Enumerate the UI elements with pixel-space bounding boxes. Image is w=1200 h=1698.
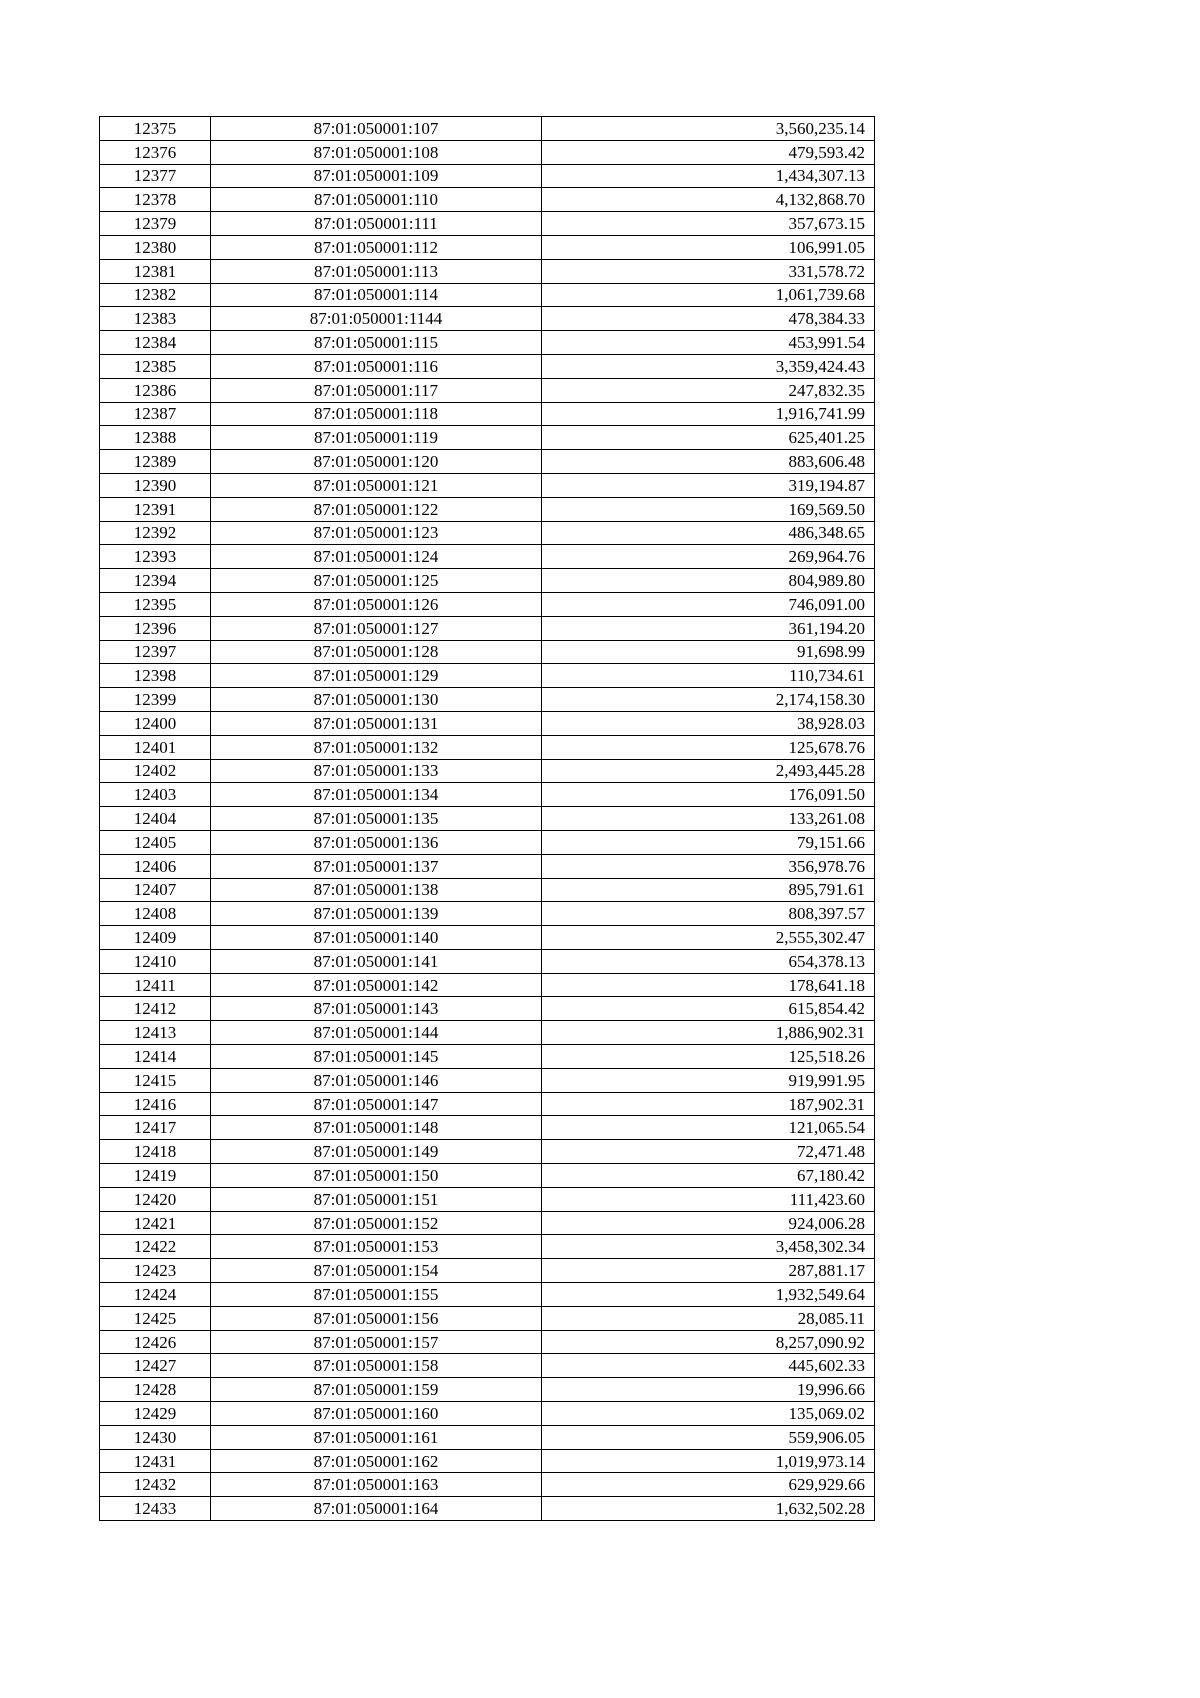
cadastral-number: 87:01:050001:148	[211, 1116, 542, 1140]
cadastral-number: 87:01:050001:128	[211, 640, 542, 664]
row-number: 12379	[100, 212, 211, 236]
cadastral-number: 87:01:050001:158	[211, 1354, 542, 1378]
cadastral-value: 445,602.33	[542, 1354, 875, 1378]
table-row	[100, 592, 875, 616]
row-number: 12399	[100, 688, 211, 712]
cadastral-value: 319,194.87	[542, 473, 875, 497]
row-number: 12382	[100, 283, 211, 307]
cadastral-number: 87:01:050001:152	[211, 1211, 542, 1235]
row-number: 12409	[100, 926, 211, 950]
cadastral-value: 3,458,302.34	[542, 1235, 875, 1259]
cadastral-value: 269,964.76	[542, 545, 875, 569]
cadastral-value: 357,673.15	[542, 212, 875, 236]
cadastral-number: 87:01:050001:134	[211, 783, 542, 807]
cadastral-number: 87:01:050001:130	[211, 688, 542, 712]
cadastral-number: 87:01:050001:142	[211, 973, 542, 997]
cadastral-value: 1,434,307.13	[542, 164, 875, 188]
cadastral-number: 87:01:050001:120	[211, 450, 542, 474]
cadastral-value: 361,194.20	[542, 616, 875, 640]
table-row	[100, 1306, 875, 1330]
table-row	[100, 878, 875, 902]
cadastral-value: 1,019,973.14	[542, 1449, 875, 1473]
row-number: 12376	[100, 140, 211, 164]
cadastral-value: 1,886,902.31	[542, 1021, 875, 1045]
table-row	[100, 259, 875, 283]
table-row	[100, 402, 875, 426]
table-row	[100, 1473, 875, 1497]
table-row	[100, 354, 875, 378]
table-row	[100, 640, 875, 664]
row-number: 12380	[100, 235, 211, 259]
cadastral-number: 87:01:050001:146	[211, 1068, 542, 1092]
cadastral-number: 87:01:050001:112	[211, 235, 542, 259]
cadastral-value: 91,698.99	[542, 640, 875, 664]
cadastral-number: 87:01:050001:164	[211, 1497, 542, 1521]
cadastral-value: 169,569.50	[542, 497, 875, 521]
cadastral-value: 125,678.76	[542, 735, 875, 759]
cadastral-table	[99, 116, 875, 1521]
cadastral-value: 121,065.54	[542, 1116, 875, 1140]
row-number: 12431	[100, 1449, 211, 1473]
cadastral-number: 87:01:050001:151	[211, 1187, 542, 1211]
row-number: 12383	[100, 307, 211, 331]
cadastral-number: 87:01:050001:140	[211, 926, 542, 950]
cadastral-number: 87:01:050001:154	[211, 1259, 542, 1283]
cadastral-number: 87:01:050001:119	[211, 426, 542, 450]
table-row	[100, 283, 875, 307]
cadastral-number: 87:01:050001:124	[211, 545, 542, 569]
cadastral-value: 38,928.03	[542, 711, 875, 735]
cadastral-value: 629,929.66	[542, 1473, 875, 1497]
table-row	[100, 1068, 875, 1092]
table-row	[100, 735, 875, 759]
cadastral-number: 87:01:050001:155	[211, 1283, 542, 1307]
row-number: 12401	[100, 735, 211, 759]
table-row	[100, 830, 875, 854]
row-number: 12422	[100, 1235, 211, 1259]
cadastral-value: 746,091.00	[542, 592, 875, 616]
cadastral-number: 87:01:050001:132	[211, 735, 542, 759]
cadastral-number: 87:01:050001:110	[211, 188, 542, 212]
row-number: 12393	[100, 545, 211, 569]
cadastral-number: 87:01:050001:121	[211, 473, 542, 497]
cadastral-value: 111,423.60	[542, 1187, 875, 1211]
cadastral-value: 19,996.66	[542, 1378, 875, 1402]
row-number: 12410	[100, 949, 211, 973]
cadastral-number: 87:01:050001:1144	[211, 307, 542, 331]
cadastral-number: 87:01:050001:162	[211, 1449, 542, 1473]
cadastral-value: 331,578.72	[542, 259, 875, 283]
table-row	[100, 473, 875, 497]
table-row	[100, 307, 875, 331]
table-row	[100, 1116, 875, 1140]
row-number: 12381	[100, 259, 211, 283]
cadastral-number: 87:01:050001:136	[211, 830, 542, 854]
row-number: 12400	[100, 711, 211, 735]
row-number: 12421	[100, 1211, 211, 1235]
cadastral-number: 87:01:050001:107	[211, 117, 542, 141]
row-number: 12398	[100, 664, 211, 688]
cadastral-value: 110,734.61	[542, 664, 875, 688]
row-number: 12397	[100, 640, 211, 664]
cadastral-number: 87:01:050001:145	[211, 1045, 542, 1069]
cadastral-value: 133,261.08	[542, 807, 875, 831]
row-number: 12395	[100, 592, 211, 616]
cadastral-number: 87:01:050001:150	[211, 1164, 542, 1188]
table-row	[100, 1235, 875, 1259]
row-number: 12417	[100, 1116, 211, 1140]
cadastral-number: 87:01:050001:129	[211, 664, 542, 688]
cadastral-value: 2,555,302.47	[542, 926, 875, 950]
row-number: 12416	[100, 1092, 211, 1116]
table-row	[100, 426, 875, 450]
row-number: 12415	[100, 1068, 211, 1092]
table-row	[100, 117, 875, 141]
row-number: 12419	[100, 1164, 211, 1188]
row-number: 12403	[100, 783, 211, 807]
table-row	[100, 854, 875, 878]
cadastral-value: 8,257,090.92	[542, 1330, 875, 1354]
cadastral-value: 486,348.65	[542, 521, 875, 545]
table-row	[100, 997, 875, 1021]
cadastral-value: 559,906.05	[542, 1425, 875, 1449]
cadastral-number: 87:01:050001:123	[211, 521, 542, 545]
table-row	[100, 973, 875, 997]
table-row	[100, 1449, 875, 1473]
table-row	[100, 1402, 875, 1426]
cadastral-number: 87:01:050001:160	[211, 1402, 542, 1426]
row-number: 12391	[100, 497, 211, 521]
table-row	[100, 949, 875, 973]
row-number: 12430	[100, 1425, 211, 1449]
cadastral-value: 3,560,235.14	[542, 117, 875, 141]
table-row	[100, 331, 875, 355]
row-number: 12426	[100, 1330, 211, 1354]
cadastral-value: 176,091.50	[542, 783, 875, 807]
row-number: 12429	[100, 1402, 211, 1426]
row-number: 12425	[100, 1306, 211, 1330]
cadastral-value: 2,493,445.28	[542, 759, 875, 783]
cadastral-number: 87:01:050001:117	[211, 378, 542, 402]
cadastral-number: 87:01:050001:137	[211, 854, 542, 878]
row-number: 12392	[100, 521, 211, 545]
row-number: 12396	[100, 616, 211, 640]
cadastral-value: 67,180.42	[542, 1164, 875, 1188]
cadastral-number: 87:01:050001:114	[211, 283, 542, 307]
row-number: 12375	[100, 117, 211, 141]
cadastral-value: 178,641.18	[542, 973, 875, 997]
cadastral-value: 808,397.57	[542, 902, 875, 926]
cadastral-number: 87:01:050001:143	[211, 997, 542, 1021]
row-number: 12384	[100, 331, 211, 355]
cadastral-number: 87:01:050001:159	[211, 1378, 542, 1402]
cadastral-number: 87:01:050001:122	[211, 497, 542, 521]
cadastral-value: 895,791.61	[542, 878, 875, 902]
cadastral-value: 919,991.95	[542, 1068, 875, 1092]
cadastral-number: 87:01:050001:131	[211, 711, 542, 735]
row-number: 12385	[100, 354, 211, 378]
row-number: 12387	[100, 402, 211, 426]
table-row	[100, 1140, 875, 1164]
row-number: 12418	[100, 1140, 211, 1164]
table-row	[100, 664, 875, 688]
cadastral-number: 87:01:050001:161	[211, 1425, 542, 1449]
cadastral-value: 453,991.54	[542, 331, 875, 355]
table-row	[100, 212, 875, 236]
table-row	[100, 521, 875, 545]
cadastral-number: 87:01:050001:127	[211, 616, 542, 640]
table-row	[100, 569, 875, 593]
cadastral-number: 87:01:050001:126	[211, 592, 542, 616]
table-body	[100, 117, 875, 1521]
cadastral-value: 1,916,741.99	[542, 402, 875, 426]
table-row	[100, 1425, 875, 1449]
table-row	[100, 1497, 875, 1521]
table-row	[100, 902, 875, 926]
row-number: 12420	[100, 1187, 211, 1211]
cadastral-value: 1,632,502.28	[542, 1497, 875, 1521]
cadastral-number: 87:01:050001:111	[211, 212, 542, 236]
table-row	[100, 807, 875, 831]
table-row	[100, 188, 875, 212]
cadastral-number: 87:01:050001:149	[211, 1140, 542, 1164]
table-row	[100, 1330, 875, 1354]
cadastral-number: 87:01:050001:153	[211, 1235, 542, 1259]
table-row	[100, 1187, 875, 1211]
cadastral-value: 1,061,739.68	[542, 283, 875, 307]
table-row	[100, 759, 875, 783]
table-row	[100, 1378, 875, 1402]
cadastral-number: 87:01:050001:125	[211, 569, 542, 593]
row-number: 12394	[100, 569, 211, 593]
cadastral-value: 479,593.42	[542, 140, 875, 164]
row-number: 12390	[100, 473, 211, 497]
table-row	[100, 545, 875, 569]
row-number: 12427	[100, 1354, 211, 1378]
cadastral-number: 87:01:050001:108	[211, 140, 542, 164]
cadastral-value: 2,174,158.30	[542, 688, 875, 712]
cadastral-value: 1,932,549.64	[542, 1283, 875, 1307]
cadastral-value: 4,132,868.70	[542, 188, 875, 212]
row-number: 12405	[100, 830, 211, 854]
cadastral-value: 135,069.02	[542, 1402, 875, 1426]
cadastral-number: 87:01:050001:109	[211, 164, 542, 188]
cadastral-value: 125,518.26	[542, 1045, 875, 1069]
table-row	[100, 1045, 875, 1069]
table-row	[100, 711, 875, 735]
row-number: 12414	[100, 1045, 211, 1069]
cadastral-value: 804,989.80	[542, 569, 875, 593]
row-number: 12432	[100, 1473, 211, 1497]
row-number: 12407	[100, 878, 211, 902]
row-number: 12412	[100, 997, 211, 1021]
cadastral-value: 478,384.33	[542, 307, 875, 331]
row-number: 12433	[100, 1497, 211, 1521]
row-number: 12388	[100, 426, 211, 450]
cadastral-value: 106,991.05	[542, 235, 875, 259]
table-row	[100, 497, 875, 521]
row-number: 12402	[100, 759, 211, 783]
cadastral-value: 356,978.76	[542, 854, 875, 878]
table-row	[100, 688, 875, 712]
cadastral-value: 615,854.42	[542, 997, 875, 1021]
cadastral-number: 87:01:050001:139	[211, 902, 542, 926]
cadastral-value: 72,471.48	[542, 1140, 875, 1164]
table-row	[100, 1354, 875, 1378]
table-row	[100, 235, 875, 259]
cadastral-value: 883,606.48	[542, 450, 875, 474]
row-number: 12377	[100, 164, 211, 188]
row-number: 12411	[100, 973, 211, 997]
row-number: 12386	[100, 378, 211, 402]
cadastral-value: 654,378.13	[542, 949, 875, 973]
table-row	[100, 1164, 875, 1188]
row-number: 12424	[100, 1283, 211, 1307]
table-row	[100, 616, 875, 640]
cadastral-number: 87:01:050001:163	[211, 1473, 542, 1497]
cadastral-number: 87:01:050001:135	[211, 807, 542, 831]
row-number: 12389	[100, 450, 211, 474]
cadastral-value: 924,006.28	[542, 1211, 875, 1235]
cadastral-number: 87:01:050001:144	[211, 1021, 542, 1045]
cadastral-number: 87:01:050001:118	[211, 402, 542, 426]
table-row	[100, 378, 875, 402]
cadastral-value: 625,401.25	[542, 426, 875, 450]
row-number: 12413	[100, 1021, 211, 1045]
row-number: 12428	[100, 1378, 211, 1402]
cadastral-value: 28,085.11	[542, 1306, 875, 1330]
row-number: 12378	[100, 188, 211, 212]
table-row	[100, 1283, 875, 1307]
table-row	[100, 1021, 875, 1045]
table-row	[100, 1259, 875, 1283]
table-row	[100, 926, 875, 950]
row-number: 12423	[100, 1259, 211, 1283]
table-row	[100, 783, 875, 807]
cadastral-number: 87:01:050001:116	[211, 354, 542, 378]
cadastral-value: 287,881.17	[542, 1259, 875, 1283]
cadastral-value: 79,151.66	[542, 830, 875, 854]
table-row	[100, 164, 875, 188]
row-number: 12406	[100, 854, 211, 878]
table-row	[100, 140, 875, 164]
table-row	[100, 1211, 875, 1235]
cadastral-number: 87:01:050001:138	[211, 878, 542, 902]
cadastral-value: 3,359,424.43	[542, 354, 875, 378]
cadastral-number: 87:01:050001:147	[211, 1092, 542, 1116]
cadastral-number: 87:01:050001:115	[211, 331, 542, 355]
cadastral-number: 87:01:050001:113	[211, 259, 542, 283]
cadastral-value: 187,902.31	[542, 1092, 875, 1116]
row-number: 12408	[100, 902, 211, 926]
cadastral-value: 247,832.35	[542, 378, 875, 402]
cadastral-number: 87:01:050001:133	[211, 759, 542, 783]
table-row	[100, 450, 875, 474]
row-number: 12404	[100, 807, 211, 831]
table-row	[100, 1092, 875, 1116]
cadastral-number: 87:01:050001:156	[211, 1306, 542, 1330]
cadastral-number: 87:01:050001:157	[211, 1330, 542, 1354]
cadastral-number: 87:01:050001:141	[211, 949, 542, 973]
